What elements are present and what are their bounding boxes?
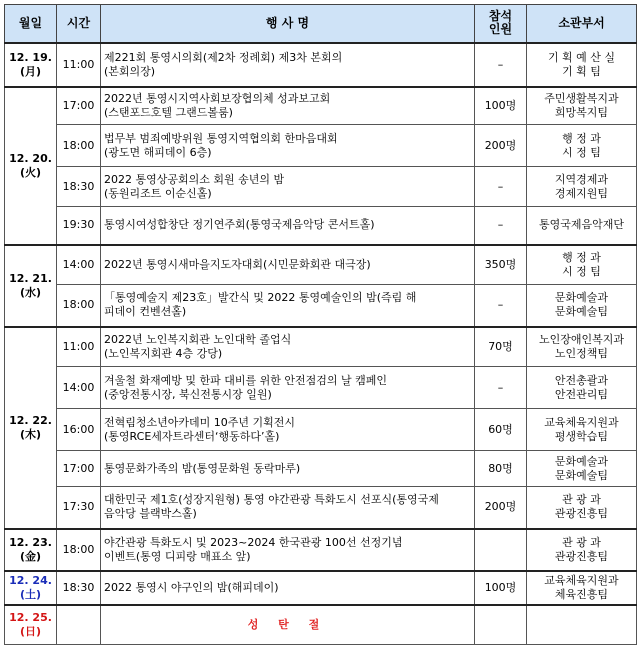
time-cell: 11:00	[57, 327, 101, 367]
attendance-cell: 100명	[475, 571, 527, 605]
time-cell: 17:30	[57, 487, 101, 529]
time-cell: 18:30	[57, 167, 101, 207]
attendance-cell: –	[475, 167, 527, 207]
attendance-cell: –	[475, 285, 527, 327]
schedule-row	[5, 327, 637, 367]
header-dept: 소관부서	[527, 5, 637, 43]
attendance-cell: 80명	[475, 451, 527, 487]
dept-cell: 문화예술과 문화예술팀	[527, 285, 637, 327]
header-time: 시간	[57, 5, 101, 43]
schedule-row	[5, 43, 637, 87]
attendance-cell: –	[475, 43, 527, 87]
schedule-row	[5, 87, 637, 125]
schedule-row	[5, 367, 637, 409]
time-cell: 19:30	[57, 207, 101, 245]
schedule-row	[5, 529, 637, 571]
attendance-cell: –	[475, 207, 527, 245]
attendance-cell: –	[475, 367, 527, 409]
dept-cell: 주민생활복지과 희망복지팀	[527, 87, 637, 125]
time-cell: 18:30	[57, 571, 101, 605]
event-name-cell: 2022년 노인복지회관 노인대학 졸업식 (노인복지회관 4층 강당)	[101, 327, 475, 367]
schedule-table	[4, 4, 637, 645]
date-cell: 12. 19. (月)	[5, 43, 57, 87]
attendance-cell	[475, 529, 527, 571]
dept-cell: 안전총괄과 안전관리팀	[527, 367, 637, 409]
date-cell: 12. 25. (日)	[5, 605, 57, 645]
dept-cell	[527, 605, 637, 645]
holiday-label: 성 탄 절	[101, 605, 475, 645]
date-cell: 12. 20. (火)	[5, 87, 57, 245]
schedule-row	[5, 125, 637, 167]
time-cell: 17:00	[57, 87, 101, 125]
time-cell: 18:00	[57, 285, 101, 327]
date-cell: 12. 24. (土)	[5, 571, 57, 605]
dept-cell: 지역경제과 경제지원팀	[527, 167, 637, 207]
dept-cell: 행 정 과 시 정 팀	[527, 125, 637, 167]
event-name-cell: 2022 통영시 야구인의 밤(해피데이)	[101, 571, 475, 605]
event-name-cell: 「통영예술지 제23호」발간식 및 2022 통영예술인의 밤(즉림 해 피데이 컨벤션홀)	[101, 285, 475, 327]
schedule-row	[5, 285, 637, 327]
attendance-cell: 350명	[475, 245, 527, 285]
date-cell: 12. 23. (金)	[5, 529, 57, 571]
schedule-row	[5, 409, 637, 451]
time-cell: 14:00	[57, 367, 101, 409]
schedule-row	[5, 571, 637, 605]
time-cell: 11:00	[57, 43, 101, 87]
event-name-cell: 제221회 통영시의회(제2차 정례회) 제3차 본회의 (본회의장)	[101, 43, 475, 87]
event-name-cell: 통영시여성합창단 정기연주회(통영국제음악당 콘서트홀)	[101, 207, 475, 245]
dept-cell: 관 광 과 관광진흥팀	[527, 529, 637, 571]
dept-cell: 기 획 예 산 실 기 획 팀	[527, 43, 637, 87]
schedule-row	[5, 451, 637, 487]
date-cell: 12. 21. (水)	[5, 245, 57, 327]
attendance-cell: 200명	[475, 487, 527, 529]
dept-cell: 관 광 과 관광진흥팀	[527, 487, 637, 529]
time-cell: 18:00	[57, 125, 101, 167]
header-attendance: 참석 인원	[475, 5, 527, 43]
schedule-row	[5, 167, 637, 207]
attendance-cell: 70명	[475, 327, 527, 367]
event-name-cell: 2022년 통영시지역사회보장협의체 성과보고회 (스탠포드호텔 그랜드볼룸)	[101, 87, 475, 125]
schedule-row	[5, 207, 637, 245]
dept-cell: 교육체육지원과 체육진흥팀	[527, 571, 637, 605]
time-cell: 18:00	[57, 529, 101, 571]
schedule-body	[5, 43, 637, 645]
attendance-cell: 60명	[475, 409, 527, 451]
time-cell: 16:00	[57, 409, 101, 451]
event-name-cell: 2022 통영상공회의소 회원 송년의 밤 (동원리조트 이순신홀)	[101, 167, 475, 207]
dept-cell: 노인장애인복지과 노인정책팀	[527, 327, 637, 367]
event-name-cell: 야간관광 특화도시 및 2023~2024 한국관광 100선 선정기념 이벤트(통영 디피랑 매표소 앞)	[101, 529, 475, 571]
dept-cell: 통영국제음악재단	[527, 207, 637, 245]
event-name-cell: 전혁림청소년아카데미 10주년 기획전시 (통영RCE세자트라센터‘행동하다’홀)	[101, 409, 475, 451]
schedule-row	[5, 245, 637, 285]
event-name-cell: 2022년 통영시새마을지도자대회(시민문화회관 대극장)	[101, 245, 475, 285]
time-cell: 14:00	[57, 245, 101, 285]
attendance-cell: 200명	[475, 125, 527, 167]
event-name-cell: 통영문화가족의 밤(통영문화원 동락마루)	[101, 451, 475, 487]
dept-cell: 행 정 과 시 정 팀	[527, 245, 637, 285]
attendance-cell	[475, 605, 527, 645]
date-cell: 12. 22. (木)	[5, 327, 57, 529]
header-event: 행 사 명	[101, 5, 475, 43]
dept-cell: 문화예술과 문화예술팀	[527, 451, 637, 487]
attendance-cell: 100명	[475, 87, 527, 125]
schedule-row	[5, 487, 637, 529]
time-cell: 17:00	[57, 451, 101, 487]
header-date: 월일	[5, 5, 57, 43]
event-name-cell: 겨울철 화재예방 및 한파 대비를 위한 안전점검의 날 캠페인 (중앙전통시장, 북신전통시장 일원)	[101, 367, 475, 409]
event-name-cell: 법무부 범죄예방위원 통영지역협의회 한마음대회 (광도면 해피데이 6층)	[101, 125, 475, 167]
time-cell	[57, 605, 101, 645]
dept-cell: 교육체육지원과 평생학습팀	[527, 409, 637, 451]
event-name-cell: 대한민국 제1호(성장지원형) 통영 야간관광 특화도시 선포식(통영국제 음악당 블랙박스홀)	[101, 487, 475, 529]
schedule-row	[5, 605, 637, 645]
